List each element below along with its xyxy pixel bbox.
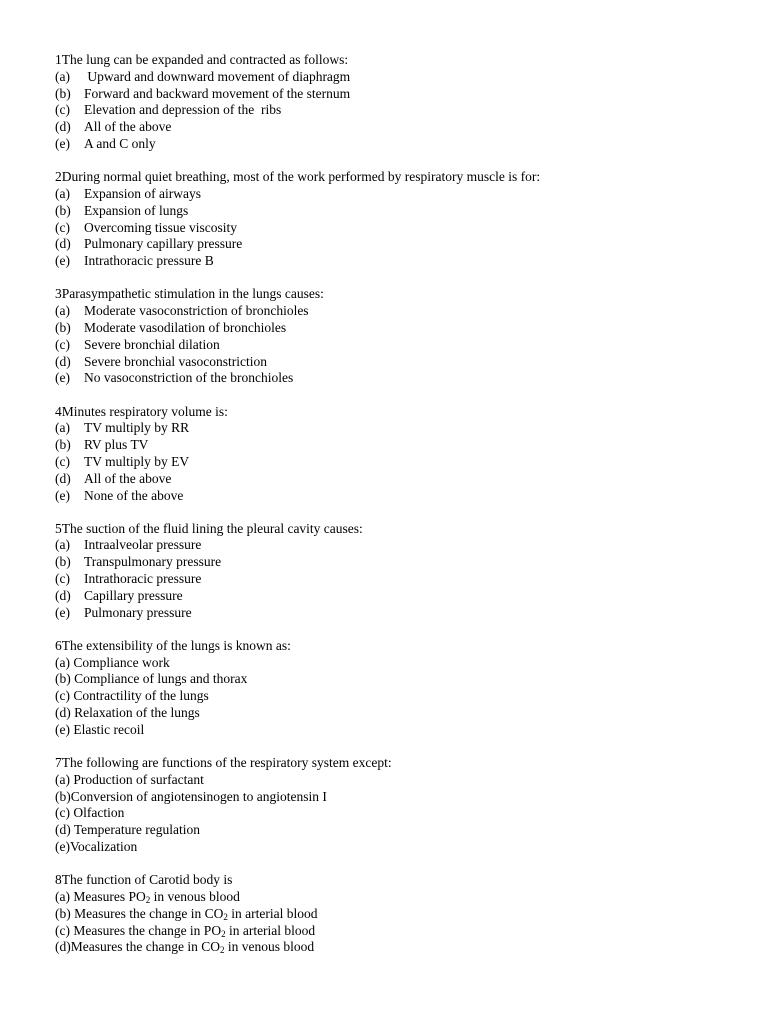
question-text: The lung can be expanded and contracted as follows: bbox=[61, 52, 349, 67]
option-text: Production of surfactant bbox=[69, 771, 204, 787]
answer-option bbox=[55, 236, 735, 253]
question-block bbox=[55, 638, 735, 739]
option-label: (d) bbox=[55, 705, 71, 721]
answer-option bbox=[55, 69, 735, 86]
option-text-suffix: in arterial blood bbox=[227, 905, 318, 921]
answer-option bbox=[55, 906, 735, 923]
option-text: Pulmonary pressure bbox=[84, 604, 192, 620]
answer-option bbox=[55, 337, 735, 354]
option-label: (d) bbox=[55, 470, 71, 486]
question-stem bbox=[55, 169, 735, 186]
subscript: 2 bbox=[145, 895, 151, 905]
answer-option bbox=[55, 454, 735, 471]
option-text: Measures the change in CO bbox=[70, 905, 224, 921]
answer-option bbox=[55, 571, 735, 588]
option-label: (e) bbox=[55, 487, 70, 503]
question-block bbox=[55, 169, 735, 270]
option-label: (c) bbox=[55, 219, 70, 235]
option-text-suffix: in arterial blood bbox=[225, 922, 316, 938]
answer-option bbox=[55, 805, 735, 822]
option-text: Intraalveolar pressure bbox=[84, 537, 202, 553]
option-text: Expansion of airways bbox=[84, 185, 201, 201]
option-text: Measures PO bbox=[69, 889, 146, 904]
option-label: (a) bbox=[55, 654, 70, 670]
answer-option bbox=[55, 839, 735, 856]
answer-option bbox=[55, 86, 735, 103]
option-label: (b) bbox=[55, 437, 71, 453]
option-label: (d) bbox=[55, 353, 71, 369]
option-text: RV plus TV bbox=[84, 437, 149, 453]
answer-option bbox=[55, 437, 735, 454]
answer-option bbox=[55, 119, 735, 136]
question-number: 7 bbox=[55, 755, 62, 771]
option-label: (a) bbox=[55, 303, 70, 319]
option-label: (e) bbox=[55, 135, 70, 151]
answer-option bbox=[55, 136, 735, 153]
question-stem bbox=[55, 404, 735, 421]
answer-option bbox=[55, 554, 735, 571]
option-text: Capillary pressure bbox=[84, 587, 183, 603]
answer-option bbox=[55, 253, 735, 270]
question-number: 6 bbox=[55, 637, 62, 653]
option-label: (a) bbox=[55, 420, 70, 436]
option-text: None of the above bbox=[84, 487, 184, 503]
question-number: 2 bbox=[55, 169, 62, 185]
option-text: Upward and downward movement of diaphragm bbox=[84, 68, 351, 84]
option-label: (d) bbox=[55, 822, 71, 838]
option-text: Pulmonary capillary pressure bbox=[84, 236, 243, 252]
question-block bbox=[55, 286, 735, 387]
option-text: TV multiply by RR bbox=[84, 420, 190, 436]
question-text: During normal quiet breathing, most of the work performed by respiratory muscle is for: bbox=[61, 169, 541, 185]
option-label: (c) bbox=[55, 453, 70, 469]
question-list bbox=[55, 52, 735, 973]
option-label: (b) bbox=[55, 554, 71, 570]
question-text: The function of Carotid body is bbox=[61, 872, 233, 888]
option-text: Contractility of the lungs bbox=[69, 688, 209, 704]
option-label: (d) bbox=[55, 939, 71, 955]
answer-option bbox=[55, 537, 735, 554]
option-text: Severe bronchial vasoconstriction bbox=[84, 353, 267, 369]
answer-option bbox=[55, 354, 735, 371]
question-stem bbox=[55, 872, 735, 889]
answer-option bbox=[55, 588, 735, 605]
question-text: The following are functions of the respiratory system except: bbox=[61, 755, 392, 771]
option-label: (c) bbox=[55, 336, 70, 352]
answer-option bbox=[55, 939, 735, 956]
option-label: (e) bbox=[55, 253, 70, 269]
question-stem bbox=[55, 521, 735, 538]
option-text-suffix: in venous blood bbox=[150, 889, 240, 904]
option-text-suffix: in venous blood bbox=[224, 939, 315, 955]
subscript: 2 bbox=[223, 911, 228, 922]
question-text: The suction of the fluid lining the pleural cavity causes: bbox=[61, 520, 363, 536]
subscript: 2 bbox=[219, 945, 225, 956]
answer-option bbox=[55, 203, 735, 220]
question-stem bbox=[55, 52, 735, 69]
option-text: All of the above bbox=[84, 119, 172, 135]
option-label: (e) bbox=[55, 604, 70, 620]
question-text: Minutes respiratory volume is: bbox=[61, 403, 228, 419]
answer-option bbox=[55, 705, 735, 722]
option-text: Intrathoracic pressure bbox=[84, 571, 202, 587]
option-label: (b) bbox=[55, 671, 71, 687]
answer-option bbox=[55, 822, 735, 839]
answer-option bbox=[55, 889, 735, 906]
option-text: Relaxation of the lungs bbox=[70, 705, 200, 721]
option-text: Moderate vasodilation of bronchioles bbox=[84, 319, 287, 335]
option-label: (b) bbox=[55, 319, 71, 335]
question-number: 5 bbox=[55, 520, 62, 536]
option-text: Compliance work bbox=[69, 654, 170, 670]
option-text: Expansion of lungs bbox=[84, 202, 189, 218]
option-text: Elevation and depression of the ribs bbox=[84, 102, 282, 118]
option-text: Temperature regulation bbox=[70, 822, 201, 838]
question-stem bbox=[55, 286, 735, 303]
option-label: (c) bbox=[55, 922, 70, 938]
option-text: All of the above bbox=[84, 470, 172, 486]
answer-option bbox=[55, 102, 735, 119]
option-text: Measures the change in PO bbox=[69, 922, 222, 938]
subscript: 2 bbox=[221, 928, 226, 939]
answer-option bbox=[55, 671, 735, 688]
option-text: Severe bronchial dilation bbox=[84, 336, 220, 352]
option-text: Moderate vasoconstriction of bronchioles bbox=[84, 303, 309, 319]
answer-option bbox=[55, 420, 735, 437]
answer-option bbox=[55, 320, 735, 337]
question-block bbox=[55, 521, 735, 622]
option-label: (d) bbox=[55, 587, 71, 603]
option-text: Compliance of lungs and thorax bbox=[70, 671, 248, 687]
option-text: A and C only bbox=[84, 135, 156, 151]
question-number: 8 bbox=[55, 872, 62, 888]
option-label: (a) bbox=[55, 537, 70, 553]
option-text: TV multiply by EV bbox=[84, 453, 190, 469]
option-label: (e) bbox=[55, 721, 70, 737]
option-label: (c) bbox=[55, 688, 70, 704]
answer-option bbox=[55, 220, 735, 237]
option-text: Conversion of angiotensinogen to angiotensin I bbox=[70, 788, 327, 804]
option-label: (a) bbox=[55, 771, 70, 787]
question-block bbox=[55, 52, 735, 153]
option-label: (c) bbox=[55, 571, 70, 587]
question-number: 3 bbox=[55, 286, 62, 302]
question-text: The extensibility of the lungs is known as: bbox=[61, 637, 291, 653]
question-number: 1 bbox=[55, 52, 62, 67]
option-label: (a) bbox=[55, 889, 70, 904]
question-block bbox=[55, 755, 735, 856]
option-label: (c) bbox=[55, 102, 70, 118]
answer-option bbox=[55, 186, 735, 203]
question-block bbox=[55, 872, 735, 956]
option-label: (b) bbox=[55, 202, 71, 218]
answer-option bbox=[55, 488, 735, 505]
answer-option bbox=[55, 789, 735, 806]
answer-option bbox=[55, 370, 735, 387]
option-label: (a) bbox=[55, 68, 70, 84]
option-label: (b) bbox=[55, 905, 71, 921]
answer-option bbox=[55, 722, 735, 739]
answer-option bbox=[55, 772, 735, 789]
option-text: Forward and backward movement of the sternum bbox=[84, 85, 351, 101]
answer-option bbox=[55, 605, 735, 622]
option-label: (b) bbox=[55, 85, 71, 101]
option-text: Transpulmonary pressure bbox=[84, 554, 222, 570]
option-label: (b) bbox=[55, 788, 71, 804]
question-stem bbox=[55, 755, 735, 772]
question-number: 4 bbox=[55, 403, 62, 419]
option-label: (d) bbox=[55, 119, 71, 135]
option-label: (a) bbox=[55, 185, 70, 201]
answer-option bbox=[55, 655, 735, 672]
answer-option bbox=[55, 923, 735, 940]
option-text: Measures the change in CO bbox=[70, 939, 220, 955]
answer-option bbox=[55, 688, 735, 705]
option-text: Overcoming tissue viscosity bbox=[84, 219, 237, 235]
option-text: Vocalization bbox=[69, 839, 138, 855]
question-block bbox=[55, 404, 735, 505]
option-text: Intrathoracic pressure B bbox=[84, 253, 214, 269]
option-label: (e) bbox=[55, 839, 70, 855]
option-text: Olfaction bbox=[69, 805, 125, 821]
option-label: (d) bbox=[55, 236, 71, 252]
question-text: Parasympathetic stimulation in the lungs causes: bbox=[61, 286, 324, 302]
option-label: (c) bbox=[55, 805, 70, 821]
answer-option bbox=[55, 303, 735, 320]
option-text: Elastic recoil bbox=[69, 721, 145, 737]
option-label: (e) bbox=[55, 370, 70, 386]
question-stem bbox=[55, 638, 735, 655]
answer-option bbox=[55, 471, 735, 488]
option-text: No vasoconstriction of the bronchioles bbox=[84, 370, 294, 386]
